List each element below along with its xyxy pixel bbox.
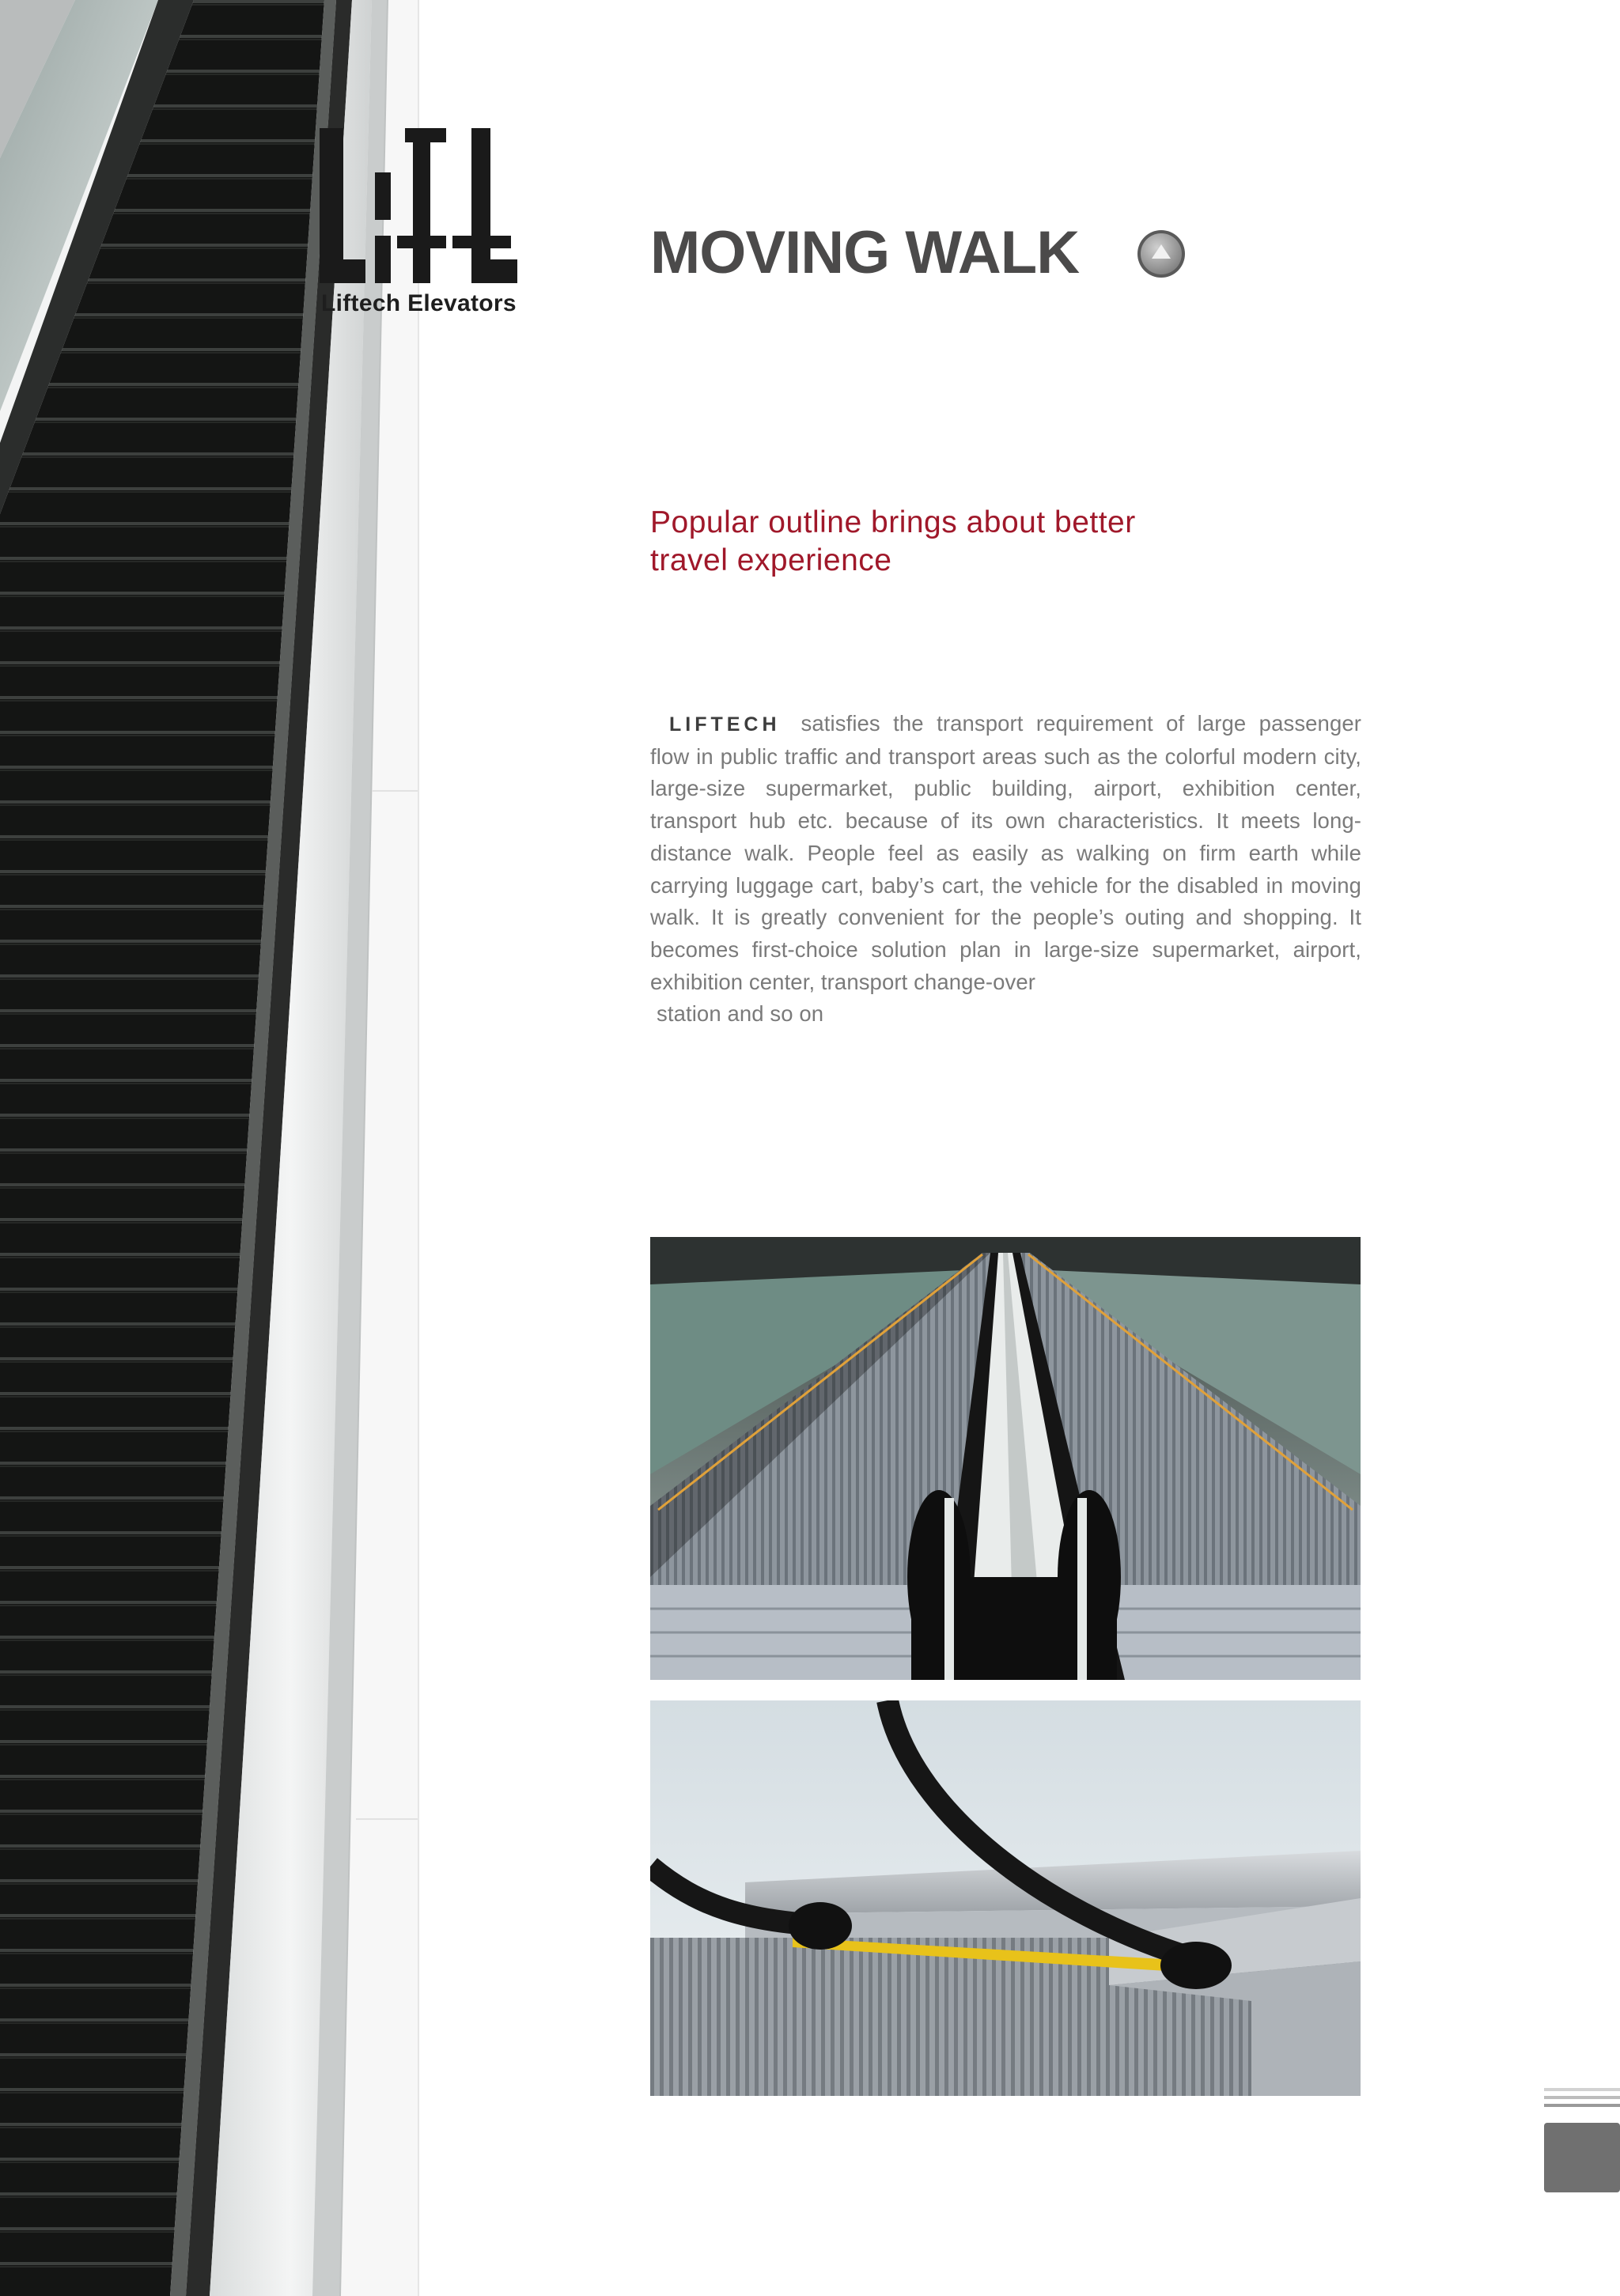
intro-text-tail: station and so on — [657, 1001, 824, 1027]
page-title: MOVING WALK — [650, 219, 1080, 286]
tagline-line-1: Popular outline brings about better — [650, 505, 1136, 539]
logo-subtitle: Liftech Elevators — [321, 290, 517, 316]
logo-mark — [316, 125, 522, 291]
handrail-detail-photo — [650, 1700, 1361, 2096]
brand-name: LIFTECH — [669, 713, 781, 736]
page-tab-marker — [1541, 2088, 1620, 2195]
page-divider — [418, 0, 419, 2296]
tagline-line-2: travel experience — [650, 543, 892, 577]
tagline — [650, 504, 1330, 580]
escalator-photo — [0, 0, 418, 2296]
moving-walkway-photo — [650, 1237, 1361, 1680]
up-arrow-circle-icon — [1136, 229, 1187, 279]
intro-paragraph — [650, 708, 1361, 1031]
intro-text: satisfies the transport requirement of large passenger flow in public traffic and transport areas such as the colorful modern city, large-size supermarket, public building, airport, exhibition center, transport hub etc. because of its own characteristics. It meets long-distance walk. People feel as easily as walking on firm earth while carrying luggage cart, baby’s cart, the vehicle for the disabled in moving walk. It is greatly convenient for the people’s outing and shopping. It becomes first-choice solution plan in large-size supermarket, airport, exhibition center, transport change-over — [650, 711, 1361, 994]
liftech-logo — [316, 125, 522, 315]
